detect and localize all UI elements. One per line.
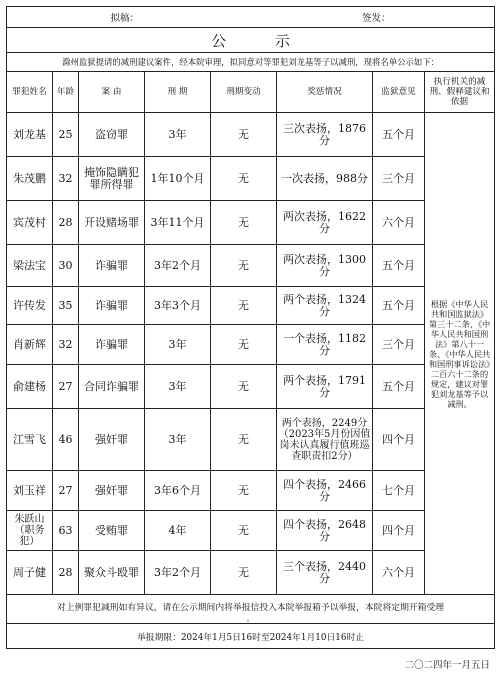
table-row [7, 245, 495, 287]
cell-term: 3年 [145, 113, 211, 157]
cell-change: 无 [211, 113, 277, 157]
cell-reward: 两次表扬，1622分 [277, 201, 373, 245]
cell-term: 3年2个月 [145, 245, 211, 287]
notice-table [6, 6, 495, 649]
cell-case: 强奸罪 [79, 471, 145, 511]
cell-change: 无 [211, 157, 277, 201]
cell-age: 32 [53, 325, 79, 365]
cell-term: 3年2个月 [145, 551, 211, 595]
cell-term: 3年 [145, 365, 211, 409]
cell-change: 无 [211, 471, 277, 511]
cell-name: 周子健 [7, 551, 53, 595]
cell-case: 掩饰隐瞒犯罪所得罪 [79, 157, 145, 201]
cell-case: 诈骗罪 [79, 325, 145, 365]
cell-age: 27 [53, 365, 79, 409]
cell-reward: 两个表扬，2249分（2023年5月份因值岗未认真履行值班巡查职责扣2分） [277, 409, 373, 471]
intro-row [7, 53, 495, 72]
cell-age: 63 [53, 511, 79, 551]
table-row [7, 471, 495, 511]
cell-opinion: 七个月 [373, 471, 425, 511]
cell-reward: 四个表扬，2648分 [277, 511, 373, 551]
title-row [7, 28, 495, 53]
cell-case: 聚众斗殴罪 [79, 551, 145, 595]
cell-reward: 三次表扬，1876分 [277, 113, 373, 157]
header-row [7, 7, 495, 28]
cell-reward: 一次表扬，988分 [277, 157, 373, 201]
cell-age: 46 [53, 409, 79, 471]
cell-case: 受贿罪 [79, 511, 145, 551]
cell-age: 32 [53, 157, 79, 201]
cell-term: 3年11个月 [145, 201, 211, 245]
cell-name: 朱茂鹏 [7, 157, 53, 201]
cell-opinion: 四个月 [373, 511, 425, 551]
cell-change: 无 [211, 201, 277, 245]
col-opinion: 监狱意见 [373, 72, 425, 113]
cell-name: 俞建杨 [7, 365, 53, 409]
cell-name: 刘玉祥 [7, 471, 53, 511]
cell-opinion: 六个月 [373, 201, 425, 245]
cell-opinion: 五个月 [373, 365, 425, 409]
cell-name: 宾茂村 [7, 201, 53, 245]
col-case: 案 由 [79, 72, 145, 113]
period-row [7, 624, 495, 649]
cell-reward: 一个表扬，1182分 [277, 325, 373, 365]
cell-opinion: 五个月 [373, 287, 425, 325]
issuer-label: 签发： [362, 13, 391, 24]
cell-change: 无 [211, 365, 277, 409]
notice-sheet [6, 6, 494, 671]
cell-opinion: 六个月 [373, 551, 425, 595]
cell-opinion: 三个月 [373, 325, 425, 365]
table-row [7, 551, 495, 595]
col-reward: 奖惩情况 [277, 72, 373, 113]
cell-name: 许传发 [7, 287, 53, 325]
cell-term: 3年 [145, 325, 211, 365]
cell-change: 无 [211, 325, 277, 365]
cell-term: 4年 [145, 511, 211, 551]
report-period: 举报期限：2024年1月5日16时至2024年1月10日16时止 [7, 624, 495, 649]
cell-term: 1年10个月 [145, 157, 211, 201]
cell-term: 3年 [145, 409, 211, 471]
col-name: 罪犯姓名 [7, 72, 53, 113]
objection-text: 对上例罪犯减刑如有异议，请在公示期间内将举报信投入本院举报箱予以举报，本院将定期开箱受理 [56, 602, 445, 613]
column-header-row [7, 72, 495, 113]
objection-row [7, 595, 495, 624]
cell-reward: 两个表扬，1791分 [277, 365, 373, 409]
table-row [7, 287, 495, 325]
cell-name: 刘龙基 [7, 113, 53, 157]
cell-opinion: 五个月 [373, 113, 425, 157]
cell-age: 30 [53, 245, 79, 287]
drafter-label: 拟稿： [110, 13, 140, 24]
cell-case: 强奸罪 [79, 409, 145, 471]
cell-change: 无 [211, 409, 277, 471]
cell-term: 3年6个月 [145, 471, 211, 511]
cell-change: 无 [211, 511, 277, 551]
cell-change: 无 [211, 287, 277, 325]
col-term: 刑 期 [145, 72, 211, 113]
cell-age: 27 [53, 471, 79, 511]
cell-change: 无 [211, 551, 277, 595]
cell-age: 28 [53, 551, 79, 595]
col-age: 年龄 [53, 72, 79, 113]
cell-case: 诈骗罪 [79, 287, 145, 325]
cell-reward: 两次表扬，1300分 [277, 245, 373, 287]
cell-name: 朱跃山（职务犯） [7, 511, 53, 551]
table-row [7, 409, 495, 471]
cell-case: 合同诈骗罪 [79, 365, 145, 409]
cell-case: 开设赌场罪 [79, 201, 145, 245]
cell-age: 35 [53, 287, 79, 325]
table-row [7, 365, 495, 409]
objection-dot: 。 [246, 613, 255, 623]
cell-case: 盗窃罪 [79, 113, 145, 157]
page-title: 公 示 [7, 28, 495, 53]
table-row [7, 325, 495, 365]
cell-case: 诈骗罪 [79, 245, 145, 287]
cell-name: 江雪飞 [7, 409, 53, 471]
table-row [7, 201, 495, 245]
table-row [7, 511, 495, 551]
cell-opinion: 四个月 [373, 409, 425, 471]
table-row [7, 157, 495, 201]
basis-text: 根据《中华人民共和国监狱法》第三十二条、《中华人民共和国刑法》第八十一条、《中华人民共和国刑事诉讼法》二百六十二条的规定，建议对罪犯刘龙基等予以减刑。 [425, 113, 495, 595]
cell-opinion: 五个月 [373, 245, 425, 287]
cell-name: 肖新辉 [7, 325, 53, 365]
col-basis: 执行机关的减刑、假释建议和依据 [425, 72, 495, 113]
cell-age: 25 [53, 113, 79, 157]
cell-opinion: 三个月 [373, 157, 425, 201]
cell-change: 无 [211, 245, 277, 287]
table-row [7, 113, 495, 157]
cell-reward: 两个表扬，1324分 [277, 287, 373, 325]
intro-text: 滁州监狱提请的减刑建议案件，经本院审理，拟同意对等罪犯刘龙基等子以减刑，现将名单公示如下： [7, 53, 495, 72]
cell-name: 梁法宝 [7, 245, 53, 287]
cell-reward: 四个表扬，2466分 [277, 471, 373, 511]
cell-reward: 三个表扬，2440分 [277, 551, 373, 595]
cell-term: 3年3个月 [145, 287, 211, 325]
issue-date: 二〇二四年一月五日 [404, 660, 490, 671]
col-change: 刑期变动 [211, 72, 277, 113]
cell-age: 28 [53, 201, 79, 245]
